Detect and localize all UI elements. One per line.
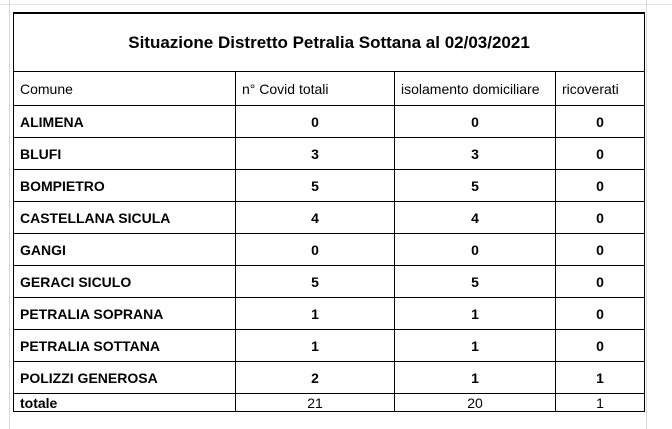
cell-ricoverati[interactable]: 0 — [556, 234, 645, 266]
cell-isolamento[interactable]: 1 — [395, 362, 556, 394]
cell-isolamento[interactable]: 0 — [395, 234, 556, 266]
total-covid-totali[interactable]: 21 — [236, 394, 395, 412]
cell-ricoverati[interactable]: 0 — [556, 298, 645, 330]
total-row — [14, 394, 645, 412]
total-ricoverati[interactable]: 1 — [556, 394, 645, 412]
cell-isolamento[interactable]: 3 — [395, 138, 556, 170]
cell-ricoverati[interactable]: 0 — [556, 202, 645, 234]
situazione-table — [13, 12, 645, 412]
cell-comune[interactable]: PETRALIA SOPRANA — [14, 298, 236, 330]
cell-isolamento[interactable]: 0 — [395, 106, 556, 138]
header-isolamento[interactable]: isolamento domiciliare — [395, 72, 556, 106]
cell-isolamento[interactable]: 4 — [395, 202, 556, 234]
cell-ricoverati[interactable]: 1 — [556, 362, 645, 394]
cell-covid-totali[interactable]: 0 — [236, 106, 395, 138]
cell-covid-totali[interactable]: 4 — [236, 202, 395, 234]
grid-line-right — [646, 0, 647, 429]
header-ricoverati[interactable]: ricoverati — [556, 72, 645, 106]
header-comune[interactable]: Comune — [14, 72, 236, 106]
table-row — [14, 202, 645, 234]
table-row — [14, 170, 645, 202]
cell-covid-totali[interactable]: 1 — [236, 330, 395, 362]
cell-ricoverati[interactable]: 0 — [556, 170, 645, 202]
table-row — [14, 234, 645, 266]
table-row — [14, 362, 645, 394]
table-row — [14, 138, 645, 170]
header-row — [14, 72, 645, 106]
cell-covid-totali[interactable]: 1 — [236, 298, 395, 330]
cell-comune[interactable]: ALIMENA — [14, 106, 236, 138]
title-row — [14, 13, 645, 72]
cell-comune[interactable]: POLIZZI GENEROSA — [14, 362, 236, 394]
grid-line-left — [9, 0, 10, 429]
cell-isolamento[interactable]: 1 — [395, 298, 556, 330]
cell-ricoverati[interactable]: 0 — [556, 138, 645, 170]
header-covid-totali[interactable]: n° Covid totali — [236, 72, 395, 106]
cell-isolamento[interactable]: 5 — [395, 170, 556, 202]
cell-ricoverati[interactable]: 0 — [556, 266, 645, 298]
table-row — [14, 106, 645, 138]
cell-comune[interactable]: GANGI — [14, 234, 236, 266]
cell-covid-totali[interactable]: 3 — [236, 138, 395, 170]
cell-covid-totali[interactable]: 2 — [236, 362, 395, 394]
table-title[interactable]: Situazione Distretto Petralia Sottana al 02/03/2021 — [14, 13, 645, 72]
cell-ricoverati[interactable]: 0 — [556, 106, 645, 138]
table-row — [14, 298, 645, 330]
cell-comune[interactable]: PETRALIA SOTTANA — [14, 330, 236, 362]
cell-isolamento[interactable]: 1 — [395, 330, 556, 362]
cell-covid-totali[interactable]: 0 — [236, 234, 395, 266]
cell-isolamento[interactable]: 5 — [395, 266, 556, 298]
cell-covid-totali[interactable]: 5 — [236, 170, 395, 202]
cell-comune[interactable]: BOMPIETRO — [14, 170, 236, 202]
table-row — [14, 266, 645, 298]
total-label[interactable]: totale — [14, 394, 236, 412]
table-row — [14, 330, 645, 362]
cell-comune[interactable]: BLUFI — [14, 138, 236, 170]
cell-comune[interactable]: CASTELLANA SICULA — [14, 202, 236, 234]
total-isolamento[interactable]: 20 — [395, 394, 556, 412]
cell-ricoverati[interactable]: 0 — [556, 330, 645, 362]
cell-covid-totali[interactable]: 5 — [236, 266, 395, 298]
cell-comune[interactable]: GERACI SICULO — [14, 266, 236, 298]
